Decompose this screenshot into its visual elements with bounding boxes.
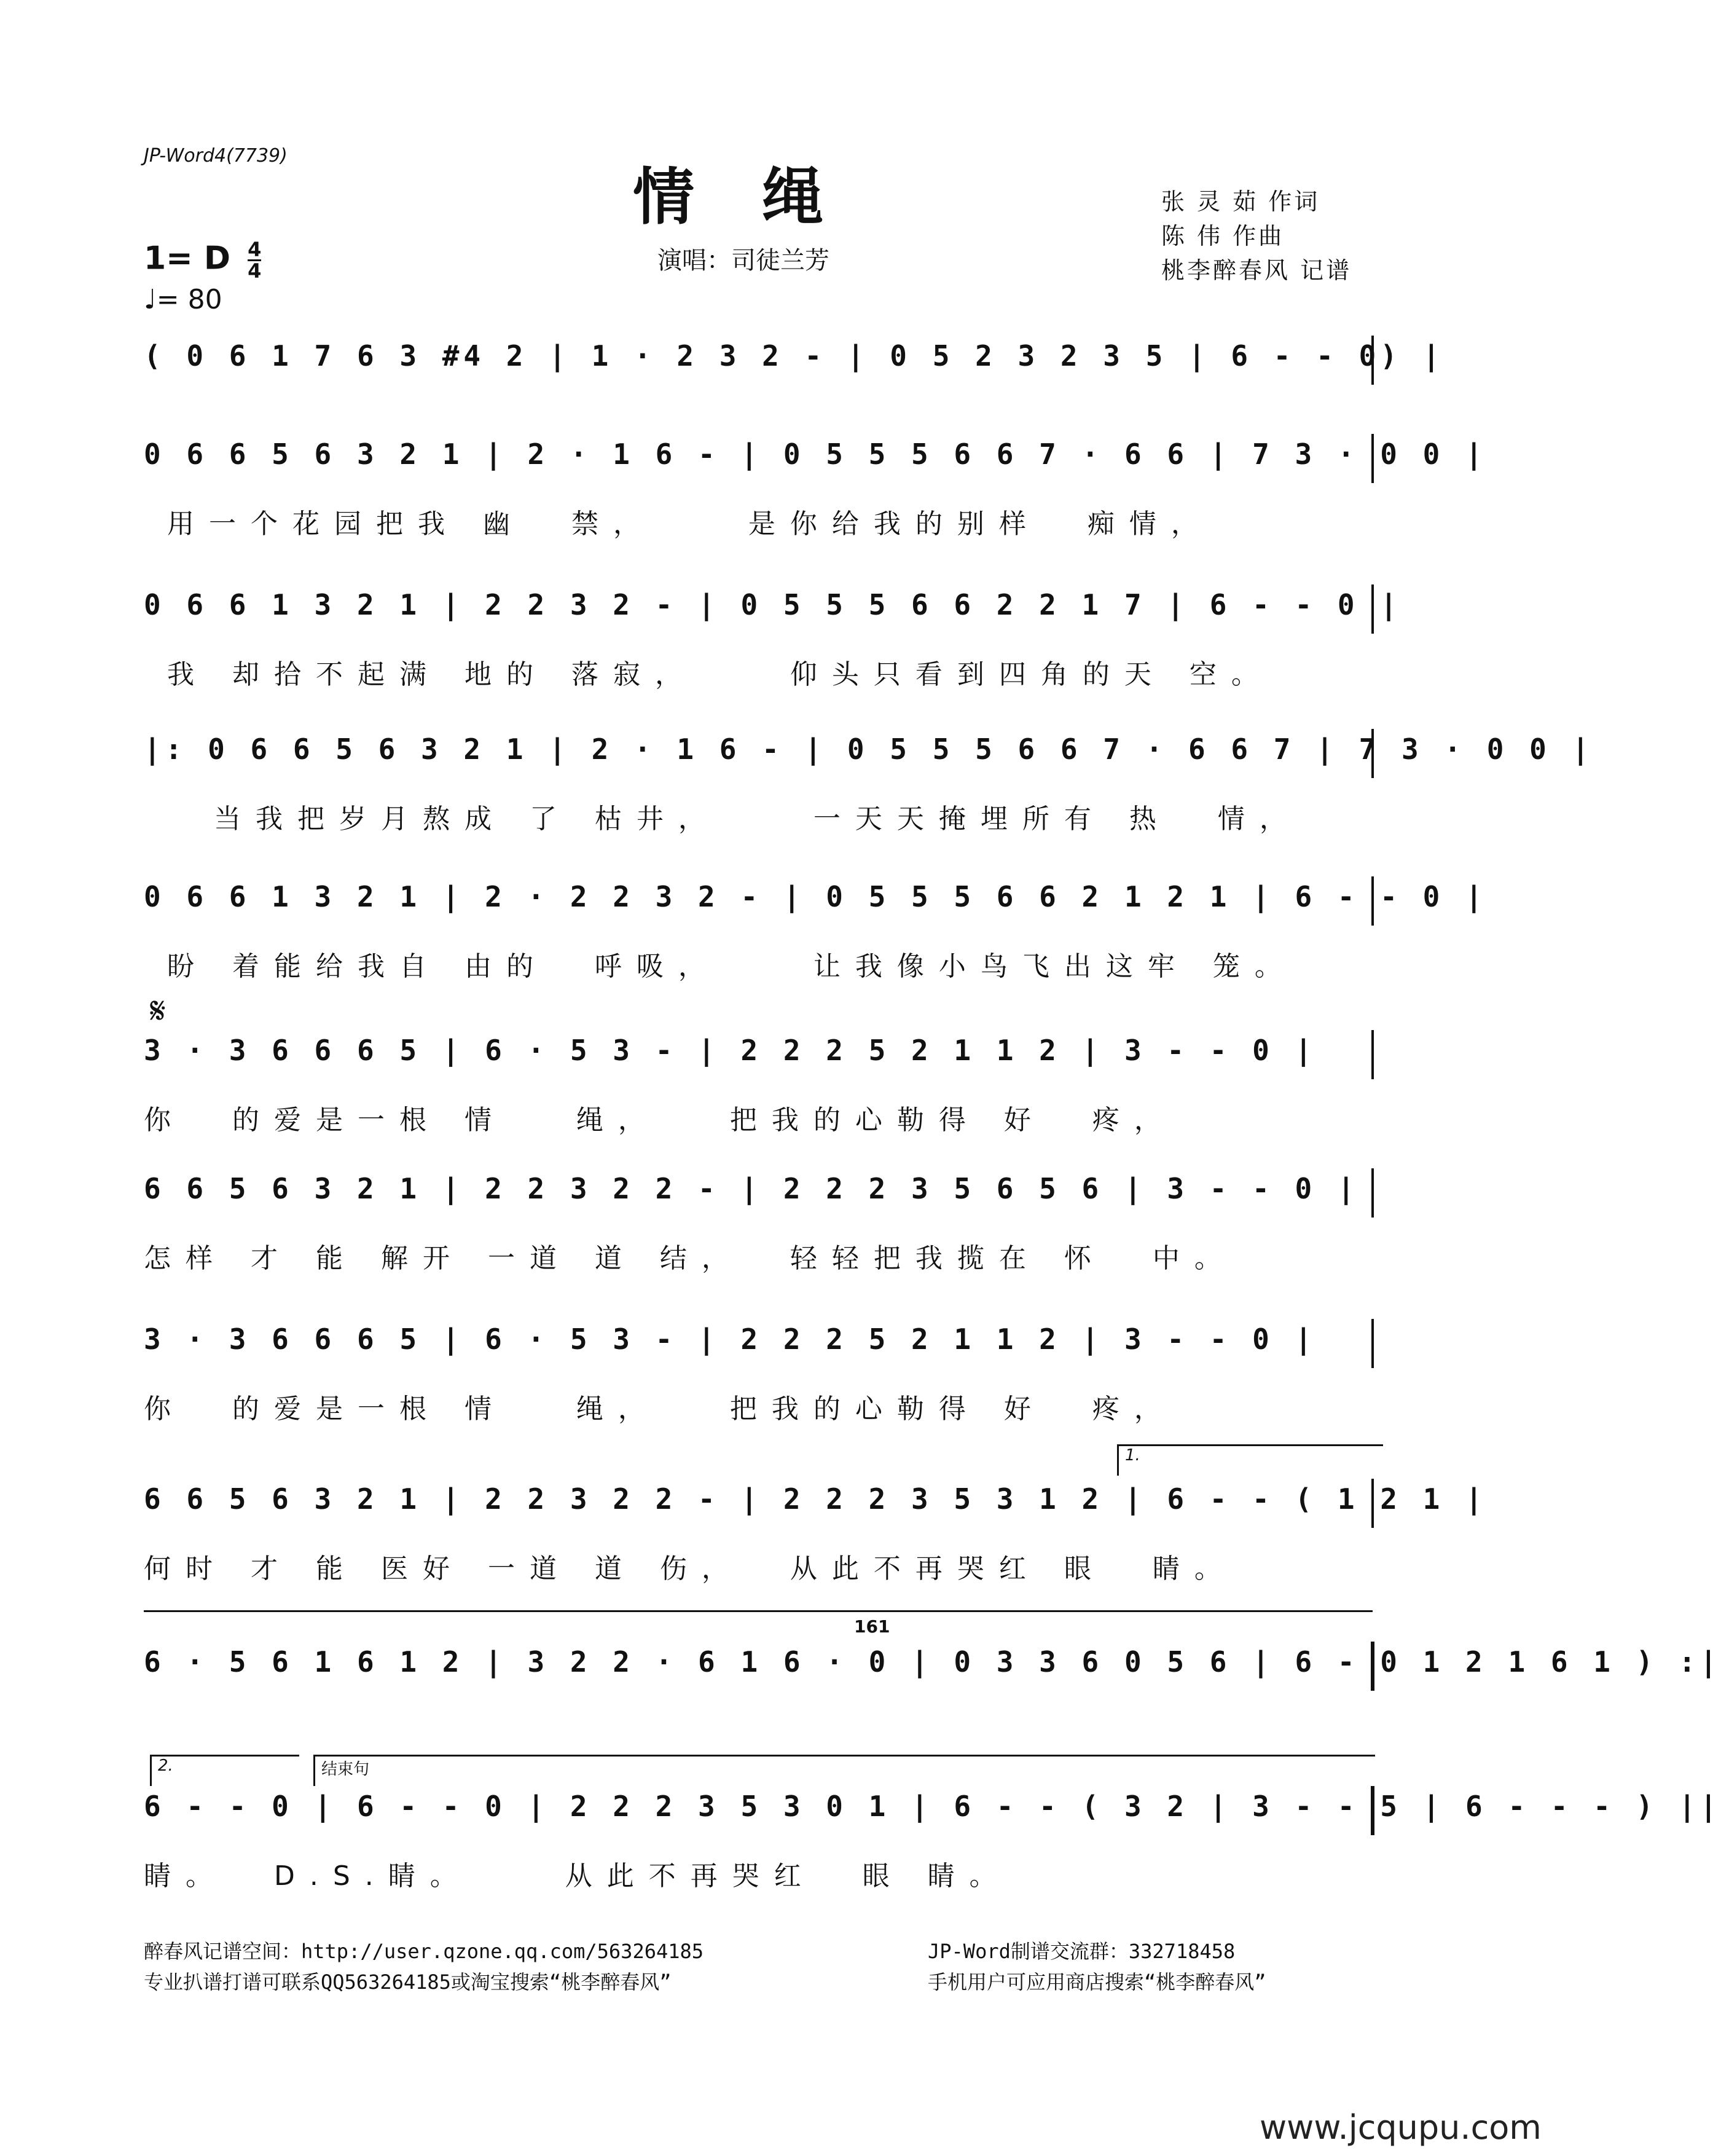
- footer-app: 手机用户可应用商店搜索“桃李醉春风”: [928, 1970, 1266, 1994]
- notation-text: 0 6 6 1 3 2 1 | 2 · 2 2 3 2 - | 0 5 5 5 6 6 2 1 2 1 | 6 - - 0 |: [144, 880, 1487, 913]
- lyric-line: 你 的爱是一根 情 绳， 把我的心勒得 好 疼，: [144, 1393, 1176, 1425]
- notation-line: [144, 1638, 1721, 1693]
- time-numerator: 4: [248, 238, 262, 261]
- volta-1-continuation: [144, 1610, 1373, 1642]
- credits: [1161, 184, 1352, 288]
- lyric-line: 怎样 才 能 解开 一道 道 结， 轻轻把我揽在 怀 中。: [144, 1243, 1236, 1274]
- time-signature: [248, 240, 261, 281]
- notation-text: 6 · 5 6 1 6 1 2 | 3 2 2 · 6 1 6 · 0 | 0 3 3 6 0 5 6 | 6 - 0 1 2 1 6 1 ) :|: [144, 1645, 1721, 1678]
- notation-text: ( 0 6 1 7 6 3 #4 2 | 1 · 2 3 2 - | 0 5 2 3 2 3 5 | 6 - - 0) |: [144, 339, 1445, 372]
- singer-label: 演唱：司徒兰芳: [657, 246, 829, 275]
- volta-2-bracket: 2.: [150, 1755, 299, 1786]
- notation-text: 0 6 6 1 3 2 1 | 2 2 3 2 - | 0 5 5 5 6 6 2 2 1 7 | 6 - - 0 |: [144, 588, 1401, 621]
- key-signature: [144, 240, 261, 281]
- notation-text: 6 6 5 6 3 2 1 | 2 2 3 2 2 - | 2 2 2 3 5 3 1 2 | 6 - - ( 1 2 1 |: [144, 1482, 1487, 1516]
- composer-credit: 陈 伟 作曲: [1161, 222, 1285, 250]
- lyric-line: 你 的爱是一根 情 绳， 把我的心勒得 好 疼，: [144, 1104, 1176, 1136]
- volta-1-bracket: 1.: [1117, 1444, 1383, 1476]
- lyric-line: 睛。 D.S.睛。 从此不再哭红 眼 睛。: [144, 1860, 1011, 1892]
- footer-group: JP-Word制谱交流群：332718458: [928, 1940, 1236, 1963]
- notation-line: [144, 873, 1487, 928]
- notation-text: 6 6 5 6 3 2 1 | 2 2 3 2 2 - | 2 2 2 3 5 6 5 6 | 3 - - 0 |: [144, 1172, 1359, 1205]
- segno-mark: 𝄋: [150, 989, 166, 1033]
- notation-text: 6 - - 0 | 6 - - 0 | 2 2 2 3 5 3 0 1 | 6 - - ( 3 2 | 3 - - 5 | 6 - - - ) ||: [144, 1790, 1721, 1823]
- key-label: 1= D: [144, 240, 231, 277]
- notation-line: [144, 430, 1487, 486]
- tempo-mark: ♩= 80: [144, 284, 222, 315]
- notation-line: [144, 581, 1401, 636]
- time-denominator: 4: [248, 259, 262, 283]
- notation-line: [144, 1315, 1379, 1371]
- notation-line: [144, 1782, 1721, 1838]
- notation-line: [144, 725, 1594, 781]
- notation-line: [144, 332, 1445, 387]
- notation-text: 0 6 6 5 6 3 2 1 | 2 · 1 6 - | 0 5 5 5 6 6 7 · 6 6 | 7 3 · 0 0 |: [144, 438, 1487, 471]
- watermark: www.jcqupu.com: [1260, 2108, 1542, 2147]
- notation-line: [144, 1026, 1379, 1082]
- lyric-line: 当我把岁月熬成 了 枯井， 一天天掩埋所有 热 情，: [144, 803, 1301, 835]
- grace-notes: 161: [854, 1616, 890, 1637]
- transcriber-credit: 桃李醉春风 记谱: [1161, 257, 1352, 284]
- footer-left: [144, 1936, 704, 1997]
- footer-qzone: 醉春风记谱空间：http://user.qzone.qq.com/563264185: [144, 1940, 704, 1963]
- footer-right: [928, 1936, 1266, 1997]
- lyric-line: 我 却拾不起满 地的 落寂， 仰头只看到四角的天 空。: [144, 659, 1273, 690]
- notation-line: [144, 1475, 1487, 1530]
- footer-contact: 专业扒谱打谱可联系QQ563264185或淘宝搜索“桃李醉春风”: [144, 1970, 672, 1994]
- software-label: JP-Word4(7739): [144, 145, 288, 167]
- ending-bracket: 结束句: [313, 1755, 1375, 1786]
- lyric-line: 用一个花园把我 幽 禁， 是你给我的别样 痴情，: [144, 508, 1213, 540]
- notation-text: |: 0 6 6 5 6 3 2 1 | 2 · 1 6 - | 0 5 5 5 6 6 7 · 6 6 7 | 7 3 · 0 0 |: [144, 733, 1594, 766]
- lyricist-credit: 张 灵 茹 作词: [1161, 188, 1320, 215]
- notation-line: [144, 1165, 1379, 1220]
- lyric-line: 何时 才 能 医好 一道 道 伤， 从此不再哭红 眼 睛。: [144, 1553, 1236, 1584]
- song-title: 情绳: [633, 161, 891, 233]
- notation-text: 3 · 3 6 6 6 5 | 6 · 5 3 - | 2 2 2 5 2 1 1 2 | 3 - - 0 |: [144, 1323, 1317, 1356]
- notation-text: 3 · 3 6 6 6 5 | 6 · 5 3 - | 2 2 2 5 2 1 1 2 | 3 - - 0 |: [144, 1034, 1317, 1067]
- lyric-line: 盼 着能给我自 由的 呼吸， 让我像小鸟飞出这牢 笼。: [144, 951, 1296, 982]
